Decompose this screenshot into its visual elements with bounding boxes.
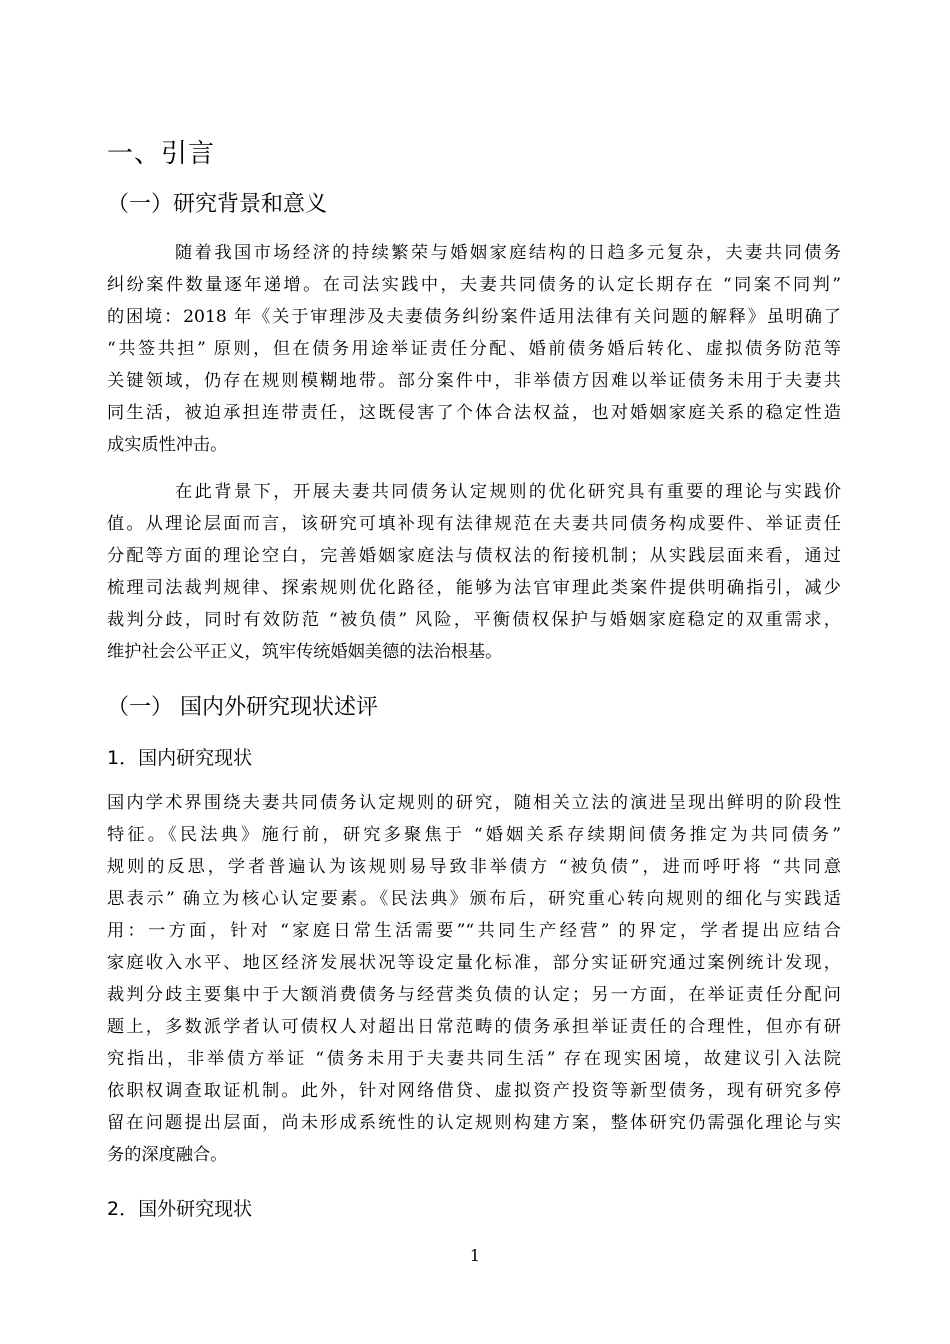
- paragraph-line: 用：一方面，针对 “家庭日常生活需要”“共同生产经营” 的界定，学者提出应结合: [107, 921, 841, 941]
- paragraph-background: [107, 237, 841, 461]
- paragraph-line: 国内学术界围绕夫妻共同债务认定规则的研究，随相关立法的演进呈现出鲜明的阶段性: [107, 793, 841, 813]
- paragraph-line: 值。从理论层面而言，该研究可填补现有法律规范在夫妻共同债务构成要件、举证责任: [107, 514, 841, 534]
- paragraph-line: 在此背景下，开展夫妻共同债务认定规则的优化研究具有重要的理论与实践价: [175, 482, 841, 502]
- paragraph-line: 的困境：2018 年《关于审理涉及夫妻债务纠纷案件适用法律有关问题的解释》虽明确了: [107, 307, 841, 327]
- paragraph-line: 随着我国市场经济的持续繁荣与婚姻家庭结构的日趋多元复杂，夫妻共同债务: [175, 243, 841, 263]
- paragraph-line: 规则的反思，学者普遍认为该规则易导致非举债方 “被负债”，进而呼吁将 “共同意: [107, 857, 841, 877]
- paragraph-line: 务的深度融合。: [107, 1145, 228, 1165]
- paragraph-line: 同生活，被迫承担连带责任，这既侵害了个体合法权益，也对婚姻家庭关系的稳定性造: [107, 403, 841, 423]
- paragraph-line: 家庭收入水平、地区经济发展状况等设定量化标准，部分实证研究通过案例统计发现，: [107, 953, 841, 973]
- paragraph-significance: [107, 476, 841, 668]
- paragraph-line: 究指出，非举债方举证 “债务未用于夫妻共同生活” 存在现实困境，故建议引入法院: [107, 1049, 841, 1069]
- paragraph-line: 分配等方面的理论空白，完善婚姻家庭法与债权法的衔接机制；从实践层面来看，通过: [107, 546, 841, 566]
- paragraph-line: 关键领域，仍存在规则模糊地带。部分案件中，非举债方因难以举证债务未用于夫妻共: [107, 371, 841, 391]
- paragraph-domestic-research: [107, 787, 841, 1171]
- chapter-heading: 一、引言: [107, 139, 216, 169]
- section-heading-literature-review: （一） 国内外研究现状述评: [107, 695, 378, 720]
- paragraph-line: 思表示” 确立为核心认定要素。《民法典》颁布后，研究重心转向规则的细化与实践适: [107, 889, 841, 909]
- paragraph-line: 梳理司法裁判规律、探索规则优化路径，能够为法官审理此类案件提供明确指引，减少: [107, 578, 841, 598]
- paragraph-line: 留在问题提出层面，尚未形成系统性的认定规则构建方案，整体研究仍需强化理论与实: [107, 1113, 841, 1133]
- paragraph-line: 纠纷案件数量逐年递增。在司法实践中，夫妻共同债务的认定长期存在 “同案不同判”: [107, 275, 841, 295]
- paragraph-line: 特征。《民法典》施行前，研究多聚焦于 “婚姻关系存续期间债务推定为共同债务”: [107, 825, 841, 845]
- paragraph-line: 成实质性冲击。: [107, 435, 228, 455]
- paragraph-line: 题上，多数派学者认可债权人对超出日常范畴的债务承担举证责任的合理性，但亦有研: [107, 1017, 841, 1037]
- subsection-heading-domestic: 1．国内研究现状: [107, 747, 253, 769]
- paragraph-line: 维护社会公平正义，筑牢传统婚姻美德的法治根基。: [107, 642, 503, 662]
- page-number: 1: [469, 1246, 481, 1265]
- subsection-heading-foreign: 2．国外研究现状: [107, 1198, 253, 1220]
- paragraph-line: 依职权调查取证机制。此外，针对网络借贷、虚拟资产投资等新型债务，现有研究多停: [107, 1081, 841, 1101]
- section-heading-background: （一）研究背景和意义: [107, 192, 328, 217]
- paragraph-line: 裁判分歧，同时有效防范 “被负债” 风险，平衡债权保护与婚姻家庭稳定的双重需求，: [107, 610, 841, 630]
- paragraph-line: 裁判分歧主要集中于大额消费债务与经营类负债的认定；另一方面，在举证责任分配问: [107, 985, 841, 1005]
- paragraph-line: “共签共担” 原则，但在债务用途举证责任分配、婚前债务婚后转化、虚拟债务防范等: [107, 339, 841, 359]
